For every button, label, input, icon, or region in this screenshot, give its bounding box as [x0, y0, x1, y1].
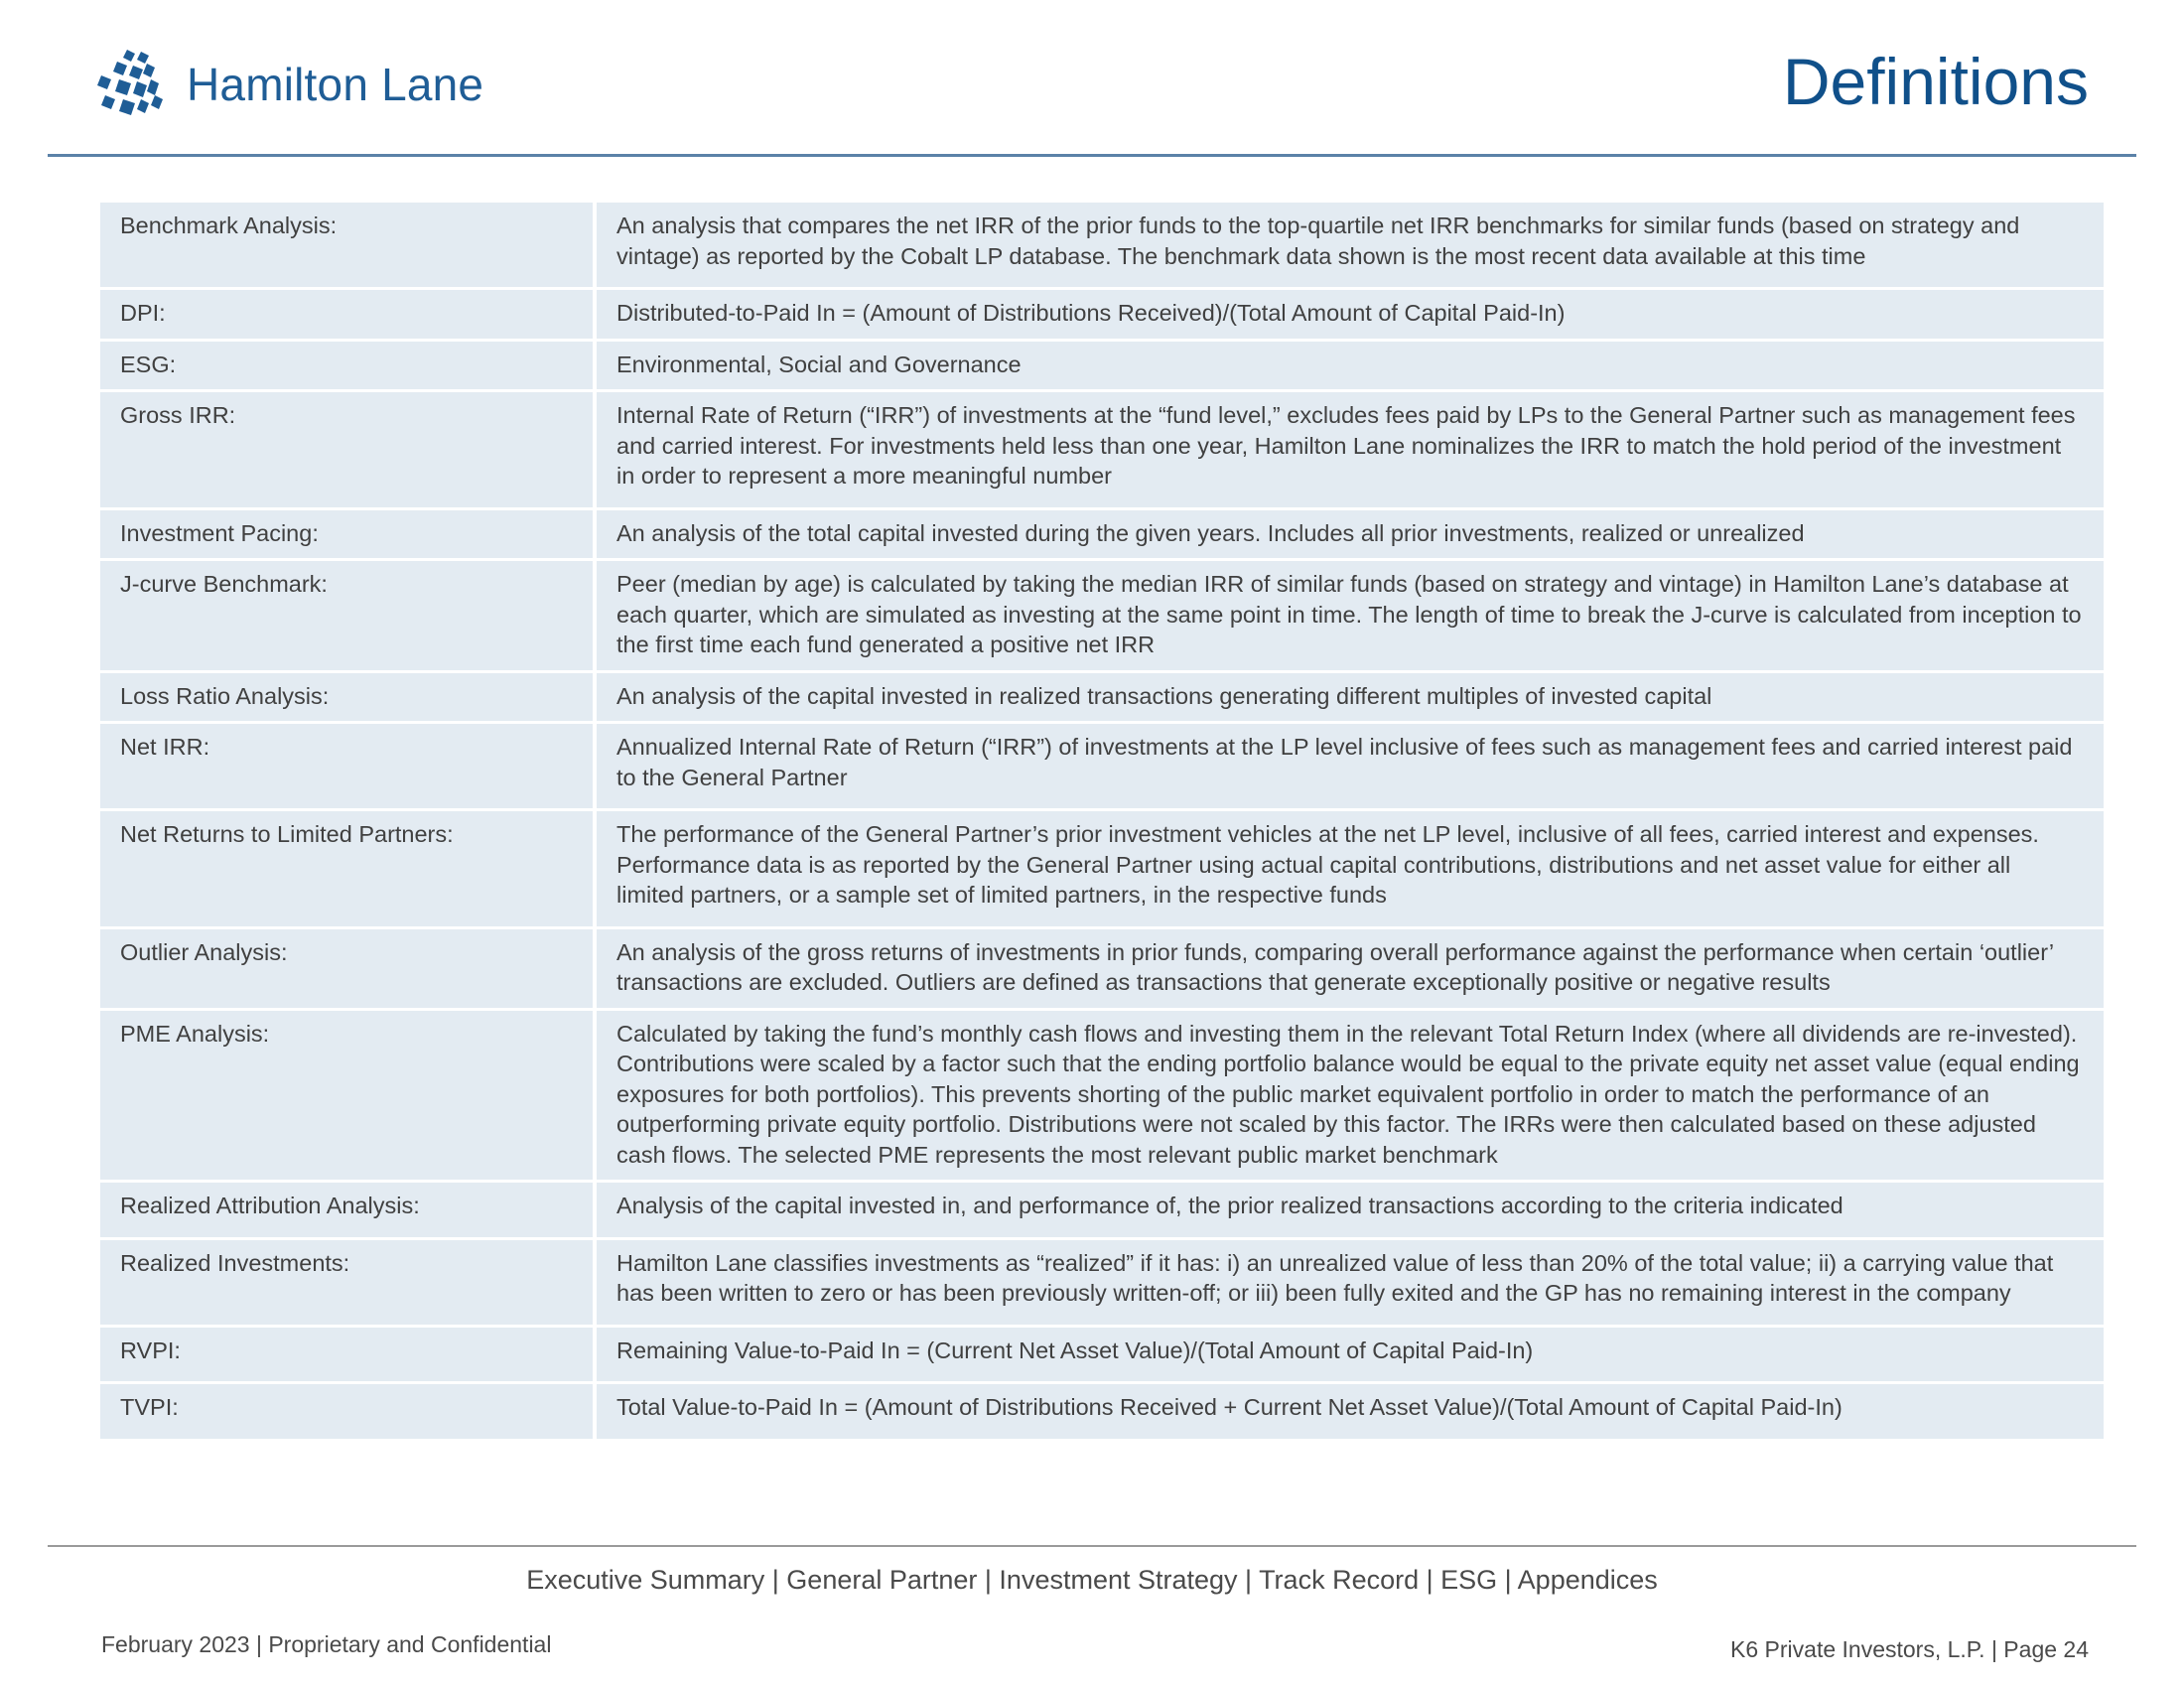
- definition-text: An analysis of the capital invested in realized transactions generating different multiples of invested capital: [597, 673, 2104, 722]
- definition-row: [100, 290, 2104, 339]
- definition-text: Environmental, Social and Governance: [597, 342, 2104, 390]
- definition-term: RVPI:: [100, 1328, 597, 1382]
- logo-text: Hamilton Lane: [187, 59, 484, 110]
- definition-row: [100, 1011, 2104, 1181]
- definition-term: Gross IRR:: [100, 392, 597, 507]
- definition-term: Realized Attribution Analysis:: [100, 1183, 597, 1237]
- definition-row: [100, 1384, 2104, 1439]
- definition-term: DPI:: [100, 290, 597, 339]
- definition-text: An analysis of the gross returns of investments in prior funds, comparing overall performance against the performance when certain ‘outlier’ transactions are excluded. Outliers are defined as transactions that generate exceptionally positive or negative results: [597, 929, 2104, 1008]
- hamilton-lane-logo-icon: [97, 48, 167, 121]
- definition-row: [100, 342, 2104, 390]
- definition-text: Hamilton Lane classifies investments as “realized” if it has: i) an unrealized value of less than 20% of the total value; ii) a carrying value that has been written to zero or has been previously written-off; or iii) been fully exited and the GP has no remaining interest in the company: [597, 1240, 2104, 1325]
- definition-term: Net Returns to Limited Partners:: [100, 811, 597, 926]
- definition-text: The performance of the General Partner’s prior investment vehicles at the net LP level, inclusive of all fees, carried interest and expenses. Performance data is as reported by the General Partner using actual capital contributions, distributions and net asset value for either all limited partners, or a sample set of limited partners, in the respective funds: [597, 811, 2104, 926]
- definition-row: [100, 811, 2104, 926]
- definition-term: Realized Investments:: [100, 1240, 597, 1325]
- page-title: Definitions: [1782, 45, 2089, 118]
- definition-row: [100, 203, 2104, 287]
- definition-text: Distributed-to-Paid In = (Amount of Distributions Received)/(Total Amount of Capital Paid-In): [597, 290, 2104, 339]
- definition-text: An analysis of the total capital invested during the given years. Includes all prior investments, realized or unrealized: [597, 510, 2104, 559]
- definition-term: Investment Pacing:: [100, 510, 597, 559]
- definition-row: [100, 510, 2104, 559]
- definition-term: Net IRR:: [100, 724, 597, 808]
- definition-text: Total Value-to-Paid In = (Amount of Distributions Received + Current Net Asset Value)/(Total Amount of Capital Paid-In): [597, 1384, 2104, 1439]
- definition-text: Analysis of the capital invested in, and performance of, the prior realized transactions according to the criteria indicated: [597, 1183, 2104, 1237]
- definition-row: [100, 1240, 2104, 1325]
- definition-term: J-curve Benchmark:: [100, 561, 597, 670]
- definition-text: An analysis that compares the net IRR of the prior funds to the top-quartile net IRR benchmarks for similar funds (based on strategy and vintage) as reported by the Cobalt LP database. The benchmark data shown is the most recent data available at this time: [597, 203, 2104, 287]
- definition-text: Annualized Internal Rate of Return (“IRR”) of investments at the LP level inclusive of fees such as management fees and carried interest paid to the General Partner: [597, 724, 2104, 808]
- definition-row: [100, 1328, 2104, 1382]
- definition-row: [100, 1183, 2104, 1237]
- logo: [97, 48, 483, 121]
- definition-term: Outlier Analysis:: [100, 929, 597, 1008]
- definition-row: [100, 724, 2104, 808]
- definition-text: Internal Rate of Return (“IRR”) of investments at the “fund level,” excludes fees paid by LPs to the General Partner such as management fees and carried interest. For investments held less than one year, Hamilton Lane nominalizes the IRR to match the hold period of the investment in order to represent a more meaningful number: [597, 392, 2104, 507]
- definition-term: TVPI:: [100, 1384, 597, 1439]
- definition-row: [100, 392, 2104, 507]
- definition-text: Peer (median by age) is calculated by taking the median IRR of similar funds (based on strategy and vintage) in Hamilton Lane’s database at each quarter, which are simulated as investing at the same point in time. The length of time to break the J-curve is calculated from inception to the first time each fund generated a positive net IRR: [597, 561, 2104, 670]
- footer-divider: [48, 1545, 2136, 1547]
- section-navigation: Executive Summary | General Partner | Investment Strategy | Track Record | ESG | Appendices: [526, 1565, 1658, 1595]
- definition-text: Remaining Value-to-Paid In = (Current Net Asset Value)/(Total Amount of Capital Paid-In): [597, 1328, 2104, 1382]
- definition-term: PME Analysis:: [100, 1011, 597, 1181]
- definition-row: [100, 929, 2104, 1008]
- definition-row: [100, 561, 2104, 670]
- definition-term: ESG:: [100, 342, 597, 390]
- footer-page-number: K6 Private Investors, L.P. | Page 24: [1730, 1636, 2089, 1662]
- definition-row: [100, 673, 2104, 722]
- definition-term: Benchmark Analysis:: [100, 203, 597, 287]
- footer-date-confidential: February 2023 | Proprietary and Confidential: [101, 1631, 552, 1657]
- definition-term: Loss Ratio Analysis:: [100, 673, 597, 722]
- definitions-table: [100, 200, 2104, 1442]
- definition-text: Calculated by taking the fund’s monthly cash flows and investing them in the relevant Total Return Index (where all dividends are re-invested). Contributions were scaled by a factor such that the ending portfolio balance would be equal to the private equity net asset value (equal ending exposures for both portfolios). This prevents shorting of the public market equivalent portfolio in order to match the performance of an outperforming private equity portfolio. Distributions were not scaled by this factor. The IRRs were then calculated based on these adjusted cash flows. The selected PME represents the most relevant public market benchmark: [597, 1011, 2104, 1181]
- header-divider: [48, 154, 2136, 157]
